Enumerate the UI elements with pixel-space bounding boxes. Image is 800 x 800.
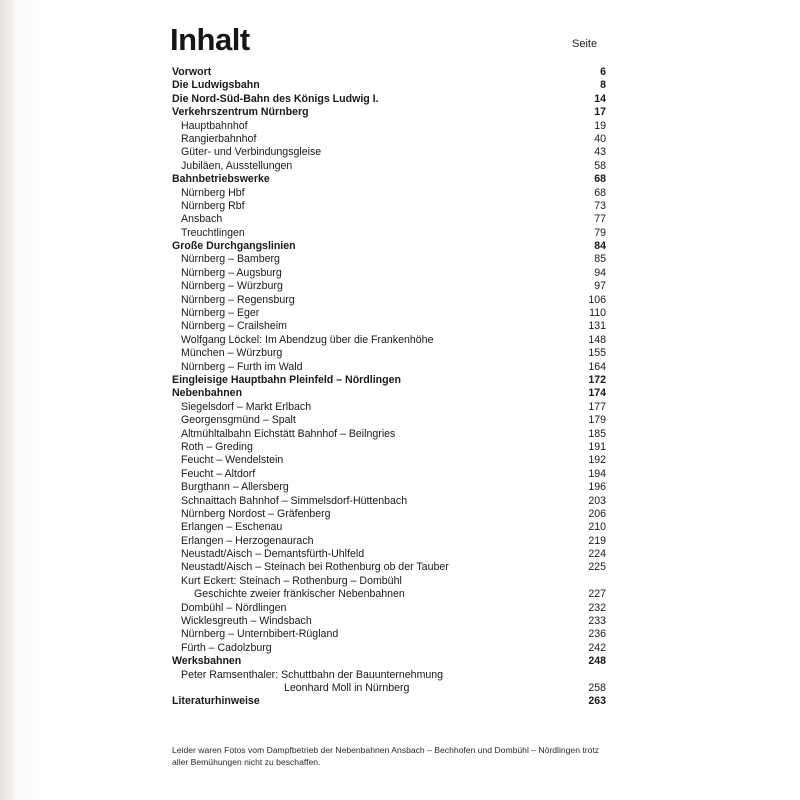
toc-page-number: 8 xyxy=(600,79,606,92)
toc-page-number: 194 xyxy=(588,467,606,480)
toc-entry-label: Große Durchgangslinien xyxy=(172,240,296,253)
toc-section-entry xyxy=(172,173,606,186)
toc-entry-label: Nürnberg – Unternbibert-Rügland xyxy=(181,628,339,641)
toc-page-number: 77 xyxy=(594,213,606,226)
toc-entry-label: Peter Ramsenthaler: Schuttbahn der Bauunternehmung xyxy=(181,668,444,681)
toc-entry-label: Vorwort xyxy=(172,66,212,78)
toc-subentry xyxy=(172,200,606,213)
toc-subentry xyxy=(172,669,606,682)
toc-entry-label: Nürnberg Hbf xyxy=(181,186,245,199)
toc-subentry xyxy=(172,267,606,280)
toc-subentry xyxy=(172,307,606,320)
toc-subentry xyxy=(172,495,606,508)
toc-page-number: 148 xyxy=(588,333,606,346)
toc-subentry xyxy=(172,347,606,360)
toc-entry-label: Verkehrszentrum Nürnberg xyxy=(172,106,309,119)
toc-page-number: 242 xyxy=(588,641,606,654)
toc-page-number: 94 xyxy=(594,266,606,279)
toc-entry-label: Nürnberg – Würzburg xyxy=(181,280,283,293)
toc-page-number: 68 xyxy=(594,186,606,199)
toc-subentry xyxy=(172,146,606,159)
toc-section-entry xyxy=(172,66,606,79)
toc-subentry xyxy=(172,602,606,615)
toc-subentry xyxy=(172,521,606,534)
toc-subentry xyxy=(172,334,606,347)
toc-entry-label: Geschichte zweier fränkischer Nebenbahnen xyxy=(194,588,405,601)
toc-entry-label: Nebenbahnen xyxy=(172,387,243,400)
toc-entry-label: Roth – Greding xyxy=(181,440,253,453)
toc-page-number: 227 xyxy=(588,588,606,601)
toc-page-number: 210 xyxy=(588,521,606,534)
toc-page-number: 179 xyxy=(588,414,606,427)
toc-page-number: 191 xyxy=(588,440,606,453)
toc-page-number: 174 xyxy=(588,387,606,400)
table-of-contents xyxy=(172,66,606,709)
toc-entry-label: Jubiläen, Ausstellungen xyxy=(181,159,293,172)
page-spine-shadow xyxy=(0,0,14,800)
toc-page-number: 233 xyxy=(588,615,606,628)
toc-page-number: 6 xyxy=(600,66,606,78)
toc-entry-label: Nürnberg – Eger xyxy=(181,307,260,320)
toc-entry-label: Rangierbahnhof xyxy=(181,132,257,145)
toc-entry-label: Nürnberg – Augsburg xyxy=(181,266,282,279)
toc-page-number: 84 xyxy=(594,240,606,253)
toc-entry-label: Erlangen – Eschenau xyxy=(181,521,283,534)
toc-subentry xyxy=(172,642,606,655)
toc-subentry xyxy=(172,187,606,200)
toc-entry-label: Schnaittach Bahnhof – Simmelsdorf-Hüttenbach xyxy=(181,494,408,507)
footnote-line-1: Leider waren Fotos vom Dampfbetrieb der Nebenbahnen Ansbach – Bechhofen und Dombühl – Nördlingen trotz xyxy=(172,745,600,755)
toc-entry-label: Eingleisige Hauptbahn Pleinfeld – Nördlingen xyxy=(172,373,401,386)
toc-subentry xyxy=(172,414,606,427)
toc-page-number: 177 xyxy=(588,400,606,413)
toc-entry-label: Die Nord-Süd-Bahn des Königs Ludwig I. xyxy=(172,92,379,105)
toc-subentry xyxy=(172,548,606,561)
footnote xyxy=(172,745,612,768)
toc-section-entry xyxy=(172,374,606,387)
toc-subentry xyxy=(172,320,606,333)
toc-subentry xyxy=(172,120,606,133)
toc-entry-label: Altmühltalbahn Eichstätt Bahnhof – Beilngries xyxy=(181,427,396,440)
toc-subentry xyxy=(172,441,606,454)
page-title: Inhalt xyxy=(170,22,250,57)
toc-page-number: 97 xyxy=(594,280,606,293)
toc-subentry xyxy=(172,628,606,641)
toc-entry-label: Literaturhinweise xyxy=(172,695,260,708)
toc-entry-label: München – Würzburg xyxy=(181,347,283,360)
toc-entry-label: Nürnberg – Regensburg xyxy=(181,293,295,306)
toc-subentry xyxy=(172,280,606,293)
toc-page-number: 192 xyxy=(588,454,606,467)
toc-subentry xyxy=(172,682,606,695)
toc-page-number: 110 xyxy=(589,307,606,320)
toc-section-entry xyxy=(172,106,606,119)
toc-entry-label: Neustadt/Aisch – Steinach bei Rothenburg ob der Tauber xyxy=(181,561,449,574)
toc-entry-label: Treuchtlingen xyxy=(181,226,245,239)
toc-subentry xyxy=(172,361,606,374)
footnote-line-2: aller Bemühungen nicht zu beschaffen. xyxy=(172,756,321,767)
toc-page-number: 19 xyxy=(594,119,606,132)
toc-section-entry xyxy=(172,387,606,400)
toc-subentry xyxy=(172,253,606,266)
toc-entry-label: Ansbach xyxy=(181,213,223,226)
toc-page-number: 79 xyxy=(594,226,606,239)
toc-page-number: 263 xyxy=(588,695,606,708)
toc-page-number: 40 xyxy=(594,132,606,145)
toc-entry-label: Feucht – Wendelstein xyxy=(181,454,284,467)
toc-page-number: 155 xyxy=(588,347,606,360)
toc-entry-label: Werksbahnen xyxy=(172,655,242,668)
toc-page-number: 172 xyxy=(588,373,606,386)
toc-entry-label: Bahnbetriebswerke xyxy=(172,173,270,186)
toc-page-number: 68 xyxy=(594,173,606,186)
toc-page-number: 196 xyxy=(588,481,606,494)
toc-page-number: 185 xyxy=(588,427,606,440)
toc-section-entry xyxy=(172,93,606,106)
toc-page-number: 206 xyxy=(588,507,606,520)
toc-entry-label: Nürnberg – Crailsheim xyxy=(181,320,287,333)
toc-entry-label: Hauptbahnhof xyxy=(181,119,248,132)
toc-subentry xyxy=(172,401,606,414)
toc-subentry xyxy=(172,294,606,307)
toc-page-number: 73 xyxy=(594,199,606,212)
toc-entry-label: Nürnberg – Furth im Wald xyxy=(181,360,303,373)
toc-section-entry xyxy=(172,695,606,708)
toc-subentry xyxy=(172,588,606,601)
toc-subentry xyxy=(172,535,606,548)
toc-page-number: 164 xyxy=(588,360,606,373)
toc-entry-label: Güter- und Verbindungsgleise xyxy=(181,146,322,159)
toc-page-number: 225 xyxy=(588,561,606,574)
toc-subentry xyxy=(172,615,606,628)
toc-section-entry xyxy=(172,240,606,253)
toc-entry-label: Kurt Eckert: Steinach – Rothenburg – Dombühl xyxy=(181,574,402,587)
toc-page-number: 106 xyxy=(588,293,606,306)
toc-page-number: 258 xyxy=(588,681,606,694)
toc-entry-label: Wolfgang Löckel: Im Abendzug über die Frankenhöhe xyxy=(181,333,434,346)
toc-subentry xyxy=(172,508,606,521)
toc-page-number: 203 xyxy=(588,494,606,507)
toc-page-number: 131 xyxy=(588,320,606,333)
toc-entry-label: Feucht – Altdorf xyxy=(181,467,256,480)
toc-subentry xyxy=(172,428,606,441)
toc-page-number: 43 xyxy=(594,146,606,159)
page-column-label: Seite xyxy=(572,38,598,50)
toc-entry-label: Wicklesgreuth – Windsbach xyxy=(181,615,312,628)
toc-page-number: 58 xyxy=(594,159,606,172)
toc-entry-label: Nürnberg – Bamberg xyxy=(181,253,280,266)
toc-page-number: 85 xyxy=(594,253,606,266)
toc-entry-label: Dombühl – Nördlingen xyxy=(181,601,287,614)
toc-subentry xyxy=(172,468,606,481)
toc-subentry xyxy=(172,454,606,467)
toc-entry-label: Nürnberg Rbf xyxy=(181,199,245,212)
toc-subentry xyxy=(172,213,606,226)
toc-subentry xyxy=(172,133,606,146)
toc-page-number: 248 xyxy=(588,655,606,668)
toc-subentry xyxy=(172,227,606,240)
toc-subentry xyxy=(172,561,606,574)
toc-entry-label: Burgthann – Allersberg xyxy=(181,481,289,494)
toc-entry-label: Georgensgmünd – Spalt xyxy=(181,414,296,427)
toc-page-number: 219 xyxy=(588,534,606,547)
toc-section-entry xyxy=(172,79,606,92)
toc-entry-label: Nürnberg Nordost – Gräfenberg xyxy=(181,507,331,520)
toc-subentry xyxy=(172,160,606,173)
toc-page-number: 17 xyxy=(594,106,606,119)
toc-entry-label: Erlangen – Herzogenaurach xyxy=(181,534,314,547)
toc-subentry xyxy=(172,575,606,588)
toc-entry-label: Fürth – Cadolzburg xyxy=(181,641,272,654)
toc-entry-label: Die Ludwigsbahn xyxy=(172,79,260,92)
toc-page-number: 14 xyxy=(594,92,606,105)
toc-entry-label: Neustadt/Aisch – Demantsfürth-Uhlfeld xyxy=(181,548,365,561)
toc-subentry xyxy=(172,481,606,494)
toc-page-number: 224 xyxy=(588,548,606,561)
toc-entry-label: Leonhard Moll in Nürnberg xyxy=(284,681,410,694)
toc-entry-label: Siegelsdorf – Markt Erlbach xyxy=(181,400,312,413)
toc-page-number: 232 xyxy=(588,601,606,614)
toc-page-number: 236 xyxy=(588,628,606,641)
toc-section-entry xyxy=(172,655,606,668)
